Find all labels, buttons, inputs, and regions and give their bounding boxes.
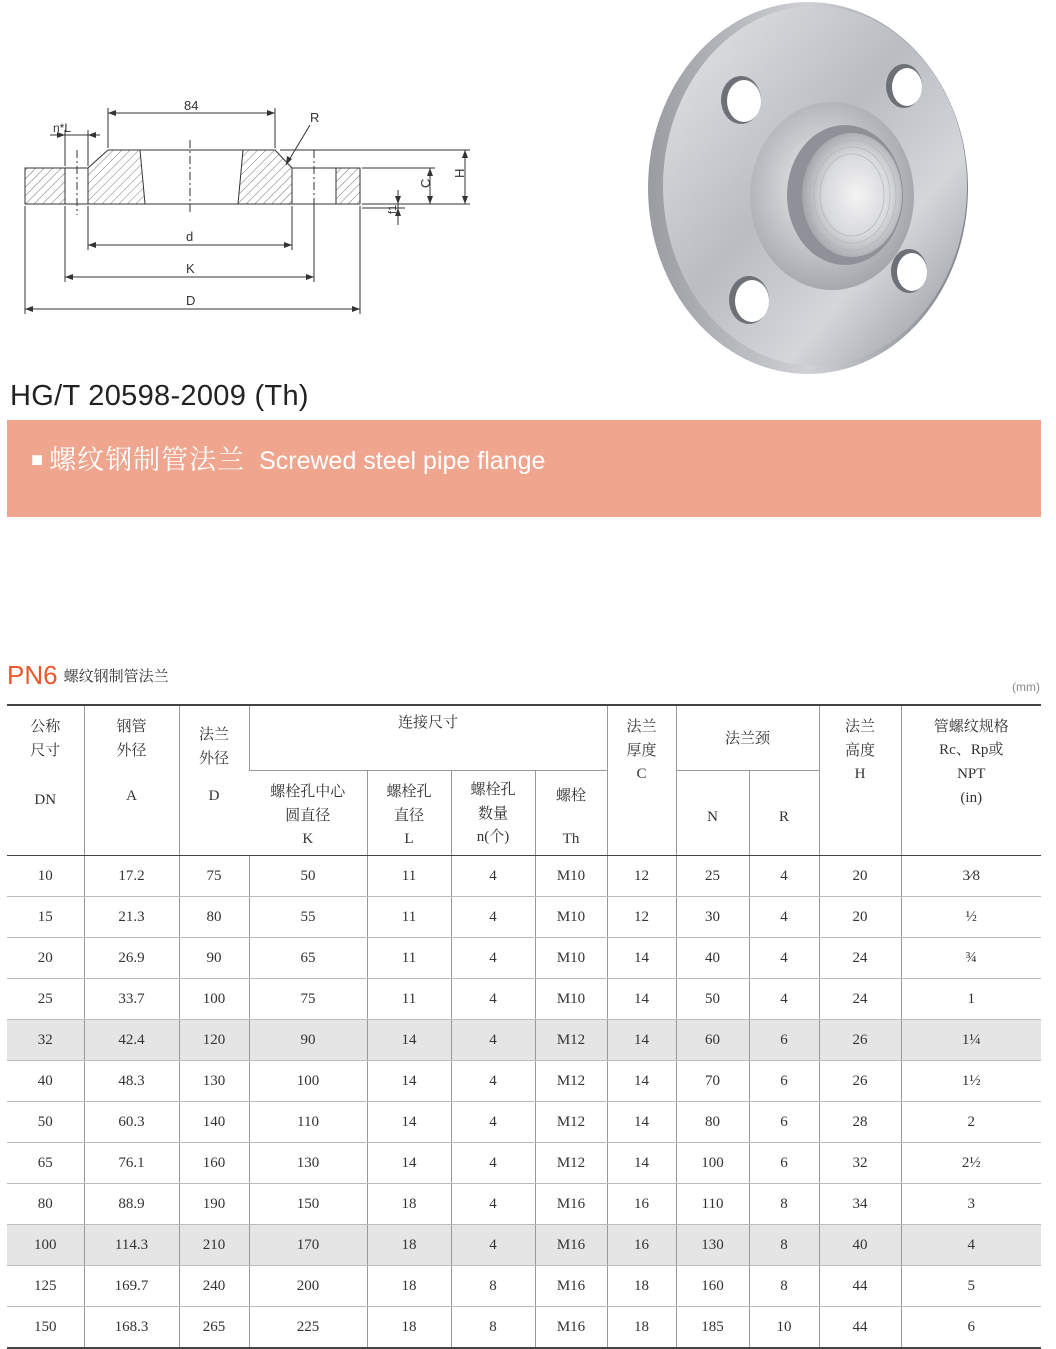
cell-l: 18	[367, 1307, 451, 1349]
cell-h: 34	[819, 1184, 901, 1225]
header-neck: 法兰颈	[676, 705, 819, 771]
cell-k: 65	[249, 938, 367, 979]
header-neck-n: N	[676, 771, 749, 856]
section-heading	[7, 660, 169, 691]
table-row	[7, 1266, 1041, 1307]
cell-d: 140	[179, 1102, 249, 1143]
cell-th: M10	[535, 897, 607, 938]
cell-n: 4	[451, 979, 535, 1020]
cell-n: 4	[451, 1061, 535, 1102]
cell-neck-r: 8	[749, 1225, 819, 1266]
cell-dn: 20	[7, 938, 84, 979]
cell-neck-n: 110	[676, 1184, 749, 1225]
table-row	[7, 1102, 1041, 1143]
cell-neck-r: 4	[749, 938, 819, 979]
cell-neck-r: 10	[749, 1307, 819, 1349]
cell-h: 28	[819, 1102, 901, 1143]
cell-d: 90	[179, 938, 249, 979]
header-h: 法兰高度 H	[819, 705, 901, 856]
cell-thread: 6	[901, 1307, 1041, 1349]
cell-neck-n: 40	[676, 938, 749, 979]
cell-dn: 50	[7, 1102, 84, 1143]
cell-dn: 125	[7, 1266, 84, 1307]
dim-k: K	[186, 261, 195, 276]
cell-neck-n: 130	[676, 1225, 749, 1266]
cell-l: 14	[367, 1102, 451, 1143]
cell-th: M12	[535, 1143, 607, 1184]
cell-d: 240	[179, 1266, 249, 1307]
cell-neck-r: 6	[749, 1143, 819, 1184]
header-connection: 连接尺寸	[249, 705, 607, 771]
cell-c: 12	[607, 856, 676, 897]
cell-th: M12	[535, 1102, 607, 1143]
cell-neck-n: 30	[676, 897, 749, 938]
cell-neck-r: 8	[749, 1266, 819, 1307]
cell-c: 16	[607, 1225, 676, 1266]
cell-dn: 65	[7, 1143, 84, 1184]
header-k: 螺栓孔中心圆直径 K	[249, 771, 367, 856]
cell-thread: 3⁄8	[901, 856, 1041, 897]
title-banner	[7, 420, 1041, 517]
cell-d: 75	[179, 856, 249, 897]
cell-n: 4	[451, 938, 535, 979]
table-row	[7, 1061, 1041, 1102]
cell-h: 44	[819, 1266, 901, 1307]
cell-c: 12	[607, 897, 676, 938]
cell-d: 80	[179, 897, 249, 938]
banner-title-cn: 螺纹钢制管法兰	[49, 445, 246, 476]
cell-c: 18	[607, 1266, 676, 1307]
cell-neck-r: 4	[749, 856, 819, 897]
cell-c: 14	[607, 1143, 676, 1184]
cell-thread: 2	[901, 1102, 1041, 1143]
cell-neck-n: 100	[676, 1143, 749, 1184]
cell-a: 114.3	[84, 1225, 179, 1266]
cell-k: 90	[249, 1020, 367, 1061]
pressure-class: PN6	[7, 660, 58, 690]
flange-section-diagram	[0, 80, 500, 330]
cell-k: 110	[249, 1102, 367, 1143]
cell-a: 17.2	[84, 856, 179, 897]
cell-a: 60.3	[84, 1102, 179, 1143]
table-row	[7, 856, 1041, 897]
cell-th: M16	[535, 1225, 607, 1266]
cell-l: 11	[367, 897, 451, 938]
cell-n: 8	[451, 1307, 535, 1349]
cell-n: 4	[451, 1184, 535, 1225]
cell-dn: 32	[7, 1020, 84, 1061]
dim-h: H	[452, 168, 467, 178]
cell-d: 120	[179, 1020, 249, 1061]
cell-a: 169.7	[84, 1266, 179, 1307]
cell-neck-n: 25	[676, 856, 749, 897]
cell-l: 14	[367, 1143, 451, 1184]
cell-c: 14	[607, 1102, 676, 1143]
cell-n: 4	[451, 897, 535, 938]
cell-a: 26.9	[84, 938, 179, 979]
flange-photo	[636, 0, 982, 380]
cell-d: 265	[179, 1307, 249, 1349]
cell-d: 100	[179, 979, 249, 1020]
cell-a: 33.7	[84, 979, 179, 1020]
cell-k: 170	[249, 1225, 367, 1266]
cell-th: M16	[535, 1307, 607, 1349]
cell-c: 14	[607, 979, 676, 1020]
header-th: 螺栓 Th	[535, 771, 607, 856]
cell-n: 4	[451, 1143, 535, 1184]
cell-k: 75	[249, 979, 367, 1020]
header-l: 螺栓孔直径 L	[367, 771, 451, 856]
header-thread: 管螺纹规格 Rc、Rp或 NPT (in)	[901, 705, 1041, 856]
cell-neck-n: 50	[676, 979, 749, 1020]
table-row	[7, 897, 1041, 938]
cell-neck-r: 4	[749, 979, 819, 1020]
header-n: 螺栓孔数量 n(个)	[451, 771, 535, 856]
cell-l: 18	[367, 1184, 451, 1225]
cell-neck-r: 8	[749, 1184, 819, 1225]
cell-dn: 100	[7, 1225, 84, 1266]
cell-n: 4	[451, 1020, 535, 1061]
cell-neck-n: 60	[676, 1020, 749, 1061]
banner-bullet: ■	[31, 449, 44, 471]
cell-h: 26	[819, 1020, 901, 1061]
spec-table	[7, 704, 1041, 1349]
cell-h: 40	[819, 1225, 901, 1266]
cell-neck-n: 160	[676, 1266, 749, 1307]
cell-thread: 4	[901, 1225, 1041, 1266]
cell-neck-n: 70	[676, 1061, 749, 1102]
cell-thread: 2½	[901, 1143, 1041, 1184]
cell-c: 16	[607, 1184, 676, 1225]
cell-th: M16	[535, 1266, 607, 1307]
table-row	[7, 1225, 1041, 1266]
cell-l: 18	[367, 1225, 451, 1266]
cell-h: 20	[819, 856, 901, 897]
cell-th: M12	[535, 1061, 607, 1102]
cell-neck-r: 6	[749, 1102, 819, 1143]
cell-h: 26	[819, 1061, 901, 1102]
cell-d: 210	[179, 1225, 249, 1266]
cell-thread: 3	[901, 1184, 1041, 1225]
cell-a: 76.1	[84, 1143, 179, 1184]
cell-dn: 80	[7, 1184, 84, 1225]
cell-h: 44	[819, 1307, 901, 1349]
unit-label: (mm)	[1012, 680, 1040, 694]
cell-h: 24	[819, 979, 901, 1020]
cell-th: M16	[535, 1184, 607, 1225]
cell-a: 88.9	[84, 1184, 179, 1225]
cell-k: 150	[249, 1184, 367, 1225]
dim-r: R	[310, 110, 320, 125]
cell-l: 14	[367, 1020, 451, 1061]
section-subtitle: 螺纹钢制管法兰	[63, 667, 169, 685]
cell-thread: 5	[901, 1266, 1041, 1307]
cell-k: 55	[249, 897, 367, 938]
cell-neck-r: 6	[749, 1061, 819, 1102]
standard-title: HG/T 20598-2009 (Th)	[10, 380, 309, 412]
cell-l: 11	[367, 979, 451, 1020]
cell-dn: 25	[7, 979, 84, 1020]
cell-a: 21.3	[84, 897, 179, 938]
cell-l: 11	[367, 856, 451, 897]
cell-h: 24	[819, 938, 901, 979]
cell-c: 14	[607, 1020, 676, 1061]
dim-nl: n*L	[53, 121, 72, 135]
cell-th: M10	[535, 856, 607, 897]
cell-n: 4	[451, 1225, 535, 1266]
banner-title-en: Screwed steel pipe flange	[259, 447, 546, 475]
cell-th: M12	[535, 1020, 607, 1061]
header-neck-r: R	[749, 771, 819, 856]
cell-th: M10	[535, 938, 607, 979]
cell-a: 42.4	[84, 1020, 179, 1061]
table-row	[7, 1020, 1041, 1061]
header-a: 钢管外径 A	[84, 705, 179, 856]
cell-d: 130	[179, 1061, 249, 1102]
cell-k: 130	[249, 1143, 367, 1184]
cell-c: 14	[607, 1061, 676, 1102]
cell-n: 8	[451, 1266, 535, 1307]
cell-thread: 1	[901, 979, 1041, 1020]
cell-thread: 1¼	[901, 1020, 1041, 1061]
cell-neck-r: 4	[749, 897, 819, 938]
header-c: 法兰厚度 C	[607, 705, 676, 856]
cell-h: 20	[819, 897, 901, 938]
dim-c: C	[418, 178, 433, 188]
cell-k: 225	[249, 1307, 367, 1349]
table-row	[7, 1143, 1041, 1184]
cell-thread: ½	[901, 897, 1041, 938]
dim-d-inner: d	[186, 229, 194, 244]
cell-k: 200	[249, 1266, 367, 1307]
cell-th: M10	[535, 979, 607, 1020]
cell-dn: 15	[7, 897, 84, 938]
cell-l: 18	[367, 1266, 451, 1307]
cell-dn: 10	[7, 856, 84, 897]
cell-h: 32	[819, 1143, 901, 1184]
cell-thread: ¾	[901, 938, 1041, 979]
cell-neck-n: 80	[676, 1102, 749, 1143]
cell-a: 168.3	[84, 1307, 179, 1349]
dim-f1: f1	[387, 204, 399, 214]
dim-84: 84	[184, 98, 199, 113]
header-d: 法兰外径 D	[179, 705, 249, 856]
cell-d: 190	[179, 1184, 249, 1225]
header-dn: 公称尺寸 DN	[7, 705, 84, 856]
cell-l: 14	[367, 1061, 451, 1102]
cell-k: 50	[249, 856, 367, 897]
table-row	[7, 979, 1041, 1020]
dim-d-outer: D	[186, 293, 196, 308]
cell-dn: 40	[7, 1061, 84, 1102]
cell-c: 18	[607, 1307, 676, 1349]
cell-n: 4	[451, 856, 535, 897]
cell-k: 100	[249, 1061, 367, 1102]
cell-dn: 150	[7, 1307, 84, 1349]
cell-a: 48.3	[84, 1061, 179, 1102]
table-row	[7, 938, 1041, 979]
cell-c: 14	[607, 938, 676, 979]
table-row	[7, 1307, 1041, 1349]
table-row	[7, 1184, 1041, 1225]
cell-neck-n: 185	[676, 1307, 749, 1349]
cell-l: 11	[367, 938, 451, 979]
cell-n: 4	[451, 1102, 535, 1143]
cell-d: 160	[179, 1143, 249, 1184]
cell-thread: 1½	[901, 1061, 1041, 1102]
cell-neck-r: 6	[749, 1020, 819, 1061]
